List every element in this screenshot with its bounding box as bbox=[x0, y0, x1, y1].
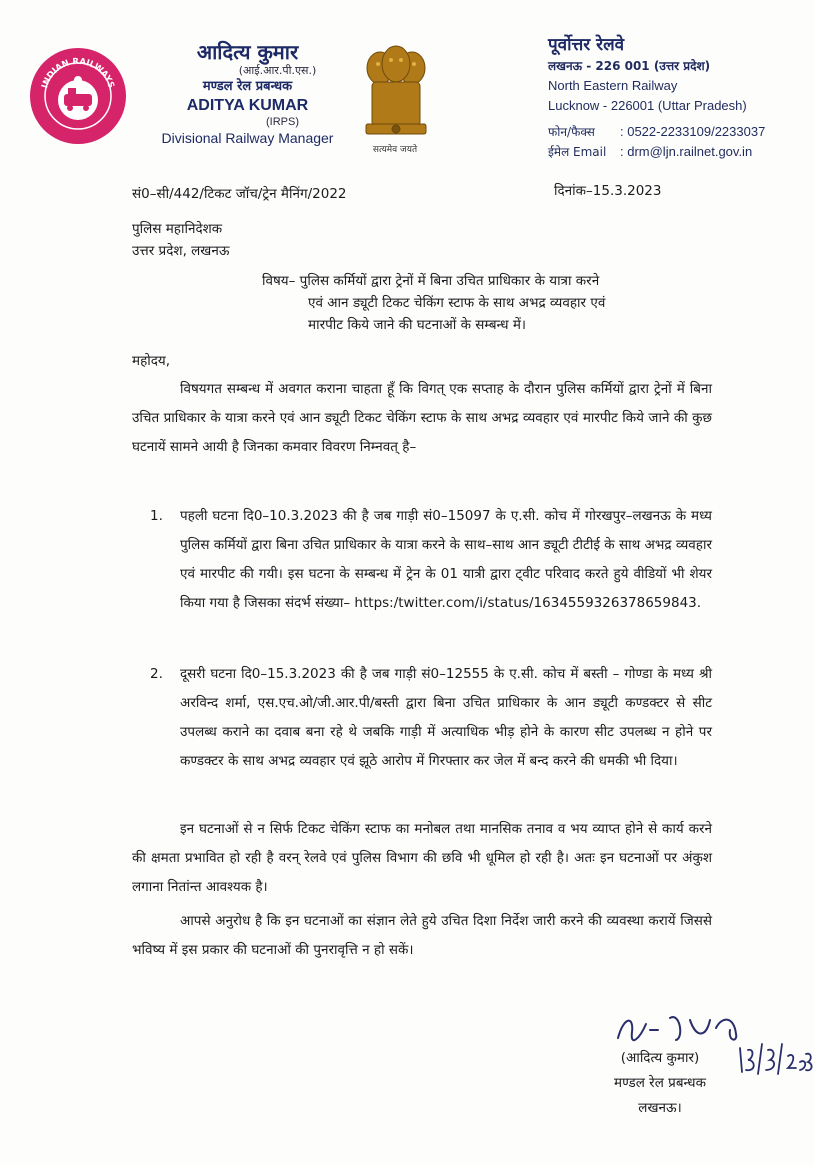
service-english: (IRPS) bbox=[266, 116, 299, 128]
national-emblem-icon bbox=[358, 38, 434, 156]
body-paragraph: विषयगत सम्बन्ध में अवगत कराना चाहता हूँ कि विगत् एक सप्ताह के दौरान पुलिस कर्मियों द्वारा ट्रेनों में बिना उचित प्राधिकार के यात्रा करने एवं आन ड्यूटी टिकट चेकिंग स्टाफ के साथ अभद्र व्यवहार एवं मारपीट किये जाने की कुछ घटनायें सामने आयी है जिनका कमवार विवरण निम्नवत् है– bbox=[132, 381, 712, 455]
officer-name-english: ADITYA KUMAR bbox=[186, 97, 309, 114]
svg-text:INDIAN RAILWAYS: INDIAN RAILWAYS bbox=[40, 56, 116, 90]
email-label: ईमेल Email bbox=[548, 145, 607, 159]
letter-date: दिनांक–15.3.2023 bbox=[554, 183, 662, 199]
indian-railways-logo bbox=[30, 48, 126, 144]
item-number: 1. bbox=[150, 508, 163, 524]
subject-line: मारपीट किये जाने की घटनाओं के सम्बन्ध में। bbox=[308, 317, 527, 333]
phone-row bbox=[548, 122, 798, 142]
phone-label: फोन/फैक्स bbox=[548, 125, 595, 139]
signatory-designation: मण्डल रेल प्रबन्धक bbox=[614, 1075, 706, 1091]
service-hindi: (आई.आर.पी.एस.) bbox=[238, 64, 317, 77]
item-number: 2. bbox=[150, 666, 163, 682]
addressee-line: उत्तर प्रदेश, लखनऊ bbox=[132, 243, 230, 259]
item-text: पहली घटना दि0–10.3.2023 की है जब गाड़ी सं0–15097 के ए.सी. कोच में गोरखपुर–लखनऊ के मध्य पुलिस कर्मियों द्वारा बिना उचित प्राधिकार के यात्रा करने के साथ–साथ आन ड्यूटी टीटीई के साथ अभद्र व्यवहार एवं मारपीट की गयी। इस घटना के सम्बन्ध में ट्रेन के 01 यात्री द्वारा ट्वीट परिवाद करते हुये वीडियों भी शेयर किया गया है जिसका संदर्भ संख्या– https:/twitter.com/i/status/1634559326378659843. bbox=[180, 508, 712, 611]
item-text: दूसरी घटना दि0–15.3.2023 की है जब गाड़ी सं0–12555 के ए.सी. कोच में बस्ती – गोण्डा के मध्य श्री अरविन्द शर्मा, एस.एच.ओ/जी.आर.पी/बस्ती द्वारा बिना उचित प्राधिकार के आन ड्यूटी कण्डक्टर से सीट उपलब्ध कराने का दवाब बना रहे थे जबकि गाड़ी में अत्याधिक भीड़ होने के कारण सीट उपलब्ध न होने पर कण्डक्टर के साथ अभद्र व्यवहार एवं झूठे आरोप में गिरफ्तार कर जेल में बन्द करने की धमकी भी दिया। bbox=[180, 666, 712, 769]
subject bbox=[262, 270, 722, 336]
handwritten-signature bbox=[610, 1008, 750, 1048]
city-hindi: लखनऊ - 226 001 (उत्तर प्रदेश) bbox=[548, 59, 711, 73]
emblem-motto: सत्यमेव जयते bbox=[372, 145, 418, 155]
designation-english: Divisional Railway Manager bbox=[161, 130, 334, 146]
signature-block bbox=[590, 1046, 730, 1121]
org-name-english: North Eastern Railway bbox=[548, 78, 678, 93]
addressee bbox=[132, 218, 229, 262]
addressee-line: पुलिस महानिदेशक bbox=[132, 221, 223, 237]
email-row bbox=[548, 142, 798, 162]
email-value: : drm@ljn.railnet.gov.in bbox=[620, 144, 753, 159]
officer-header bbox=[150, 40, 345, 147]
designation-hindi: मण्डल रेल प्रबन्धक bbox=[202, 79, 293, 94]
signatory-name: (आदित्य कुमार) bbox=[620, 1050, 700, 1066]
city-english: Lucknow - 226001 (Uttar Pradesh) bbox=[548, 98, 747, 113]
org-name-hindi: पूर्वोत्तर रेलवे bbox=[548, 35, 625, 55]
reference-number: सं0–सी/442/टिकट जॉच/ट्रेन मैनिंग/2022 bbox=[132, 186, 347, 202]
handwritten-date bbox=[736, 1038, 814, 1078]
signatory-city: लखनऊ। bbox=[638, 1100, 682, 1116]
office-header bbox=[548, 34, 798, 162]
salutation: महोदय, bbox=[132, 353, 171, 369]
body-paragraph: इन घटनाओं से न सिर्फ टिकट चेकिंग स्टाफ का मनोबल तथा मानसिक तनाव व भय व्याप्त होने से कार्य करने की क्षमता प्रभावित हो रही है वरन् रेलवे एवं पुलिस विभाग की छवि भी धूमिल हो रही है। अतः इन घटनाओं पर अंकुश लगाना नितांन्त आवश्यक है। bbox=[132, 821, 712, 895]
body-paragraph: आपसे अनुरोध है कि इन घटनाओं का संज्ञान लेते हुये उचित दिशा निर्देश जारी करने की व्यवस्था करायें जिससे भविष्य में इस प्रकार की घटनाओं की पुनरावृत्ति न हो सकें। bbox=[132, 913, 712, 958]
subject-line: विषय– पुलिस कर्मियों द्वारा ट्रेनों में बिना उचित प्राधिकार के यात्रा करने bbox=[262, 273, 600, 289]
officer-name-hindi: आदित्य कुमार bbox=[196, 40, 299, 64]
phone-value: : 0522-2233109/2233037 bbox=[620, 124, 766, 139]
subject-line: एवं आन ड्यूटी टिकट चेकिंग स्टाफ के साथ अभद्र व्यवहार एवं bbox=[308, 295, 606, 311]
